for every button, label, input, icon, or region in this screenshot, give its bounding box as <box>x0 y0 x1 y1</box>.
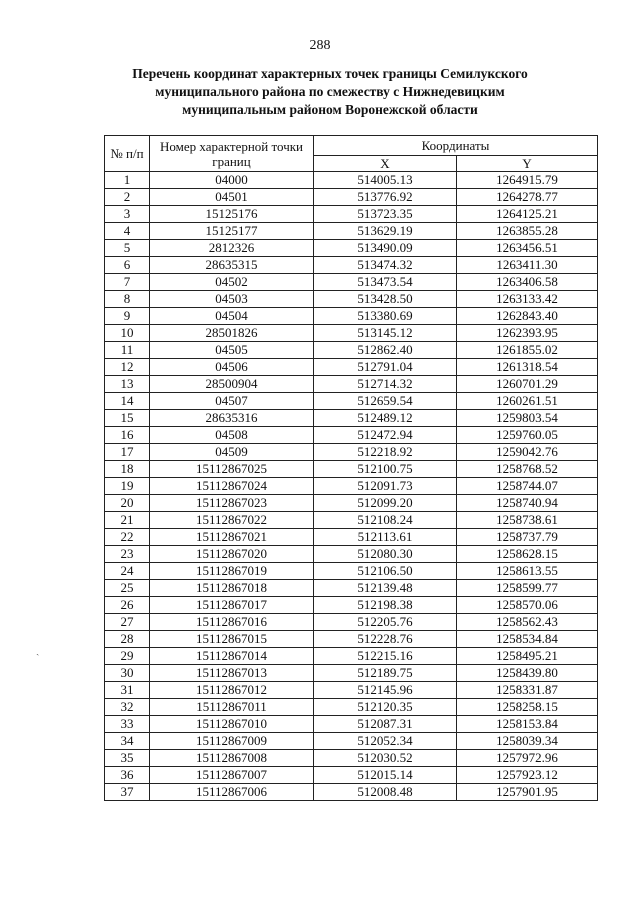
table-row <box>105 427 598 444</box>
cell-point-number: 15112867007 <box>150 767 314 784</box>
cell-x: 514005.13 <box>314 172 457 189</box>
table-header <box>105 136 598 172</box>
cell-row-number: 31 <box>105 682 150 699</box>
cell-point-number: 04506 <box>150 359 314 376</box>
cell-x: 512218.92 <box>314 444 457 461</box>
cell-point-number: 04000 <box>150 172 314 189</box>
cell-row-number: 4 <box>105 223 150 240</box>
header-row-number: № п/п <box>105 136 150 172</box>
table-row <box>105 784 598 801</box>
table-row <box>105 614 598 631</box>
cell-point-number: 15112867012 <box>150 682 314 699</box>
cell-x: 512087.31 <box>314 716 457 733</box>
cell-y: 1264915.79 <box>457 172 598 189</box>
cell-point-number: 15112867022 <box>150 512 314 529</box>
cell-y: 1258738.61 <box>457 512 598 529</box>
cell-point-number: 04504 <box>150 308 314 325</box>
cell-row-number: 2 <box>105 189 150 206</box>
header-y: Y <box>457 156 598 172</box>
title-line: муниципального района по смежеству с Нижнедевицким <box>155 84 505 99</box>
title-line: Перечень координат характерных точек границы Семилукского <box>132 66 528 81</box>
table-row <box>105 461 598 478</box>
cell-x: 513474.32 <box>314 257 457 274</box>
cell-row-number: 27 <box>105 614 150 631</box>
cell-row-number: 35 <box>105 750 150 767</box>
table-row <box>105 767 598 784</box>
table-row <box>105 478 598 495</box>
cell-y: 1258628.15 <box>457 546 598 563</box>
cell-y: 1258331.87 <box>457 682 598 699</box>
cell-row-number: 16 <box>105 427 150 444</box>
cell-point-number: 15112867008 <box>150 750 314 767</box>
cell-y: 1262393.95 <box>457 325 598 342</box>
cell-row-number: 8 <box>105 291 150 308</box>
cell-y: 1258534.84 <box>457 631 598 648</box>
cell-x: 513723.35 <box>314 206 457 223</box>
cell-y: 1258439.80 <box>457 665 598 682</box>
cell-row-number: 21 <box>105 512 150 529</box>
cell-y: 1263411.30 <box>457 257 598 274</box>
cell-y: 1257923.12 <box>457 767 598 784</box>
table-body <box>105 172 598 801</box>
cell-point-number: 15112867013 <box>150 665 314 682</box>
cell-x: 512108.24 <box>314 512 457 529</box>
cell-x: 512198.38 <box>314 597 457 614</box>
cell-point-number: 15112867006 <box>150 784 314 801</box>
cell-x: 512791.04 <box>314 359 457 376</box>
table-row <box>105 546 598 563</box>
cell-y: 1261855.02 <box>457 342 598 359</box>
cell-y: 1258737.79 <box>457 529 598 546</box>
cell-row-number: 36 <box>105 767 150 784</box>
table-row <box>105 308 598 325</box>
cell-y: 1258258.15 <box>457 699 598 716</box>
cell-point-number: 04509 <box>150 444 314 461</box>
cell-point-number: 15125177 <box>150 223 314 240</box>
cell-row-number: 28 <box>105 631 150 648</box>
cell-point-number: 15112867017 <box>150 597 314 614</box>
cell-point-number: 04505 <box>150 342 314 359</box>
cell-point-number: 15112867021 <box>150 529 314 546</box>
cell-row-number: 14 <box>105 393 150 410</box>
cell-row-number: 29 <box>105 648 150 665</box>
cell-y: 1260261.51 <box>457 393 598 410</box>
cell-y: 1258744.07 <box>457 478 598 495</box>
cell-y: 1257972.96 <box>457 750 598 767</box>
cell-y: 1264278.77 <box>457 189 598 206</box>
cell-y: 1258570.06 <box>457 597 598 614</box>
document-title <box>100 65 560 119</box>
table-row <box>105 563 598 580</box>
cell-point-number: 15112867009 <box>150 733 314 750</box>
scan-artifact-mark: ˏ <box>36 645 40 656</box>
cell-x: 512120.35 <box>314 699 457 716</box>
table-row <box>105 699 598 716</box>
header-x: X <box>314 156 457 172</box>
cell-point-number: 15112867010 <box>150 716 314 733</box>
cell-point-number: 28635316 <box>150 410 314 427</box>
cell-x: 512205.76 <box>314 614 457 631</box>
cell-point-number: 2812326 <box>150 240 314 257</box>
cell-x: 512080.30 <box>314 546 457 563</box>
cell-y: 1258599.77 <box>457 580 598 597</box>
table-row <box>105 189 598 206</box>
header-point-number: Номер характерной точки границ <box>150 136 314 172</box>
table-row <box>105 529 598 546</box>
page-number: 288 <box>309 38 331 53</box>
cell-point-number: 04503 <box>150 291 314 308</box>
cell-row-number: 10 <box>105 325 150 342</box>
cell-x: 512145.96 <box>314 682 457 699</box>
cell-x: 512052.34 <box>314 733 457 750</box>
cell-y: 1263855.28 <box>457 223 598 240</box>
table-row <box>105 342 598 359</box>
cell-point-number: 28635315 <box>150 257 314 274</box>
table-row <box>105 512 598 529</box>
cell-x: 513380.69 <box>314 308 457 325</box>
cell-row-number: 7 <box>105 274 150 291</box>
cell-y: 1261318.54 <box>457 359 598 376</box>
cell-y: 1260701.29 <box>457 376 598 393</box>
cell-point-number: 28500904 <box>150 376 314 393</box>
cell-point-number: 15112867024 <box>150 478 314 495</box>
cell-point-number: 15125176 <box>150 206 314 223</box>
cell-y: 1258495.21 <box>457 648 598 665</box>
cell-point-number: 15112867025 <box>150 461 314 478</box>
cell-row-number: 1 <box>105 172 150 189</box>
cell-row-number: 22 <box>105 529 150 546</box>
cell-point-number: 15112867014 <box>150 648 314 665</box>
cell-y: 1263406.58 <box>457 274 598 291</box>
cell-row-number: 34 <box>105 733 150 750</box>
table-row <box>105 597 598 614</box>
table-row <box>105 648 598 665</box>
table-row <box>105 206 598 223</box>
cell-row-number: 20 <box>105 495 150 512</box>
cell-row-number: 24 <box>105 563 150 580</box>
cell-y: 1258039.34 <box>457 733 598 750</box>
table-row <box>105 240 598 257</box>
cell-x: 512215.16 <box>314 648 457 665</box>
cell-y: 1258768.52 <box>457 461 598 478</box>
cell-x: 512030.52 <box>314 750 457 767</box>
table-row <box>105 682 598 699</box>
cell-y: 1259760.05 <box>457 427 598 444</box>
cell-point-number: 15112867020 <box>150 546 314 563</box>
cell-row-number: 12 <box>105 359 150 376</box>
cell-row-number: 5 <box>105 240 150 257</box>
cell-y: 1258562.43 <box>457 614 598 631</box>
cell-x: 512099.20 <box>314 495 457 512</box>
cell-row-number: 25 <box>105 580 150 597</box>
cell-row-number: 13 <box>105 376 150 393</box>
cell-y: 1264125.21 <box>457 206 598 223</box>
cell-x: 512008.48 <box>314 784 457 801</box>
cell-point-number: 15112867018 <box>150 580 314 597</box>
table-row <box>105 274 598 291</box>
cell-point-number: 15112867011 <box>150 699 314 716</box>
table-row <box>105 733 598 750</box>
table-row <box>105 716 598 733</box>
table-row <box>105 410 598 427</box>
cell-x: 512106.50 <box>314 563 457 580</box>
table-row <box>105 393 598 410</box>
cell-x: 513428.50 <box>314 291 457 308</box>
cell-x: 512472.94 <box>314 427 457 444</box>
table-row <box>105 631 598 648</box>
cell-row-number: 18 <box>105 461 150 478</box>
table-row <box>105 495 598 512</box>
cell-point-number: 04508 <box>150 427 314 444</box>
cell-x: 513776.92 <box>314 189 457 206</box>
cell-x: 513145.12 <box>314 325 457 342</box>
cell-x: 512189.75 <box>314 665 457 682</box>
cell-x: 512489.12 <box>314 410 457 427</box>
cell-x: 512139.48 <box>314 580 457 597</box>
cell-x: 512091.73 <box>314 478 457 495</box>
cell-row-number: 6 <box>105 257 150 274</box>
cell-x: 512100.75 <box>314 461 457 478</box>
cell-row-number: 17 <box>105 444 150 461</box>
title-line: муниципальным районом Воронежской области <box>182 102 478 117</box>
cell-y: 1258740.94 <box>457 495 598 512</box>
cell-y: 1259042.76 <box>457 444 598 461</box>
cell-row-number: 37 <box>105 784 150 801</box>
cell-point-number: 15112867016 <box>150 614 314 631</box>
cell-row-number: 30 <box>105 665 150 682</box>
cell-y: 1257901.95 <box>457 784 598 801</box>
cell-row-number: 11 <box>105 342 150 359</box>
table-row <box>105 359 598 376</box>
cell-point-number: 15112867023 <box>150 495 314 512</box>
cell-point-number: 15112867015 <box>150 631 314 648</box>
cell-x: 513473.54 <box>314 274 457 291</box>
cell-row-number: 3 <box>105 206 150 223</box>
coordinates-table <box>104 135 598 801</box>
cell-x: 512714.32 <box>314 376 457 393</box>
cell-x: 513490.09 <box>314 240 457 257</box>
cell-row-number: 15 <box>105 410 150 427</box>
cell-point-number: 04507 <box>150 393 314 410</box>
cell-y: 1259803.54 <box>457 410 598 427</box>
cell-y: 1258613.55 <box>457 563 598 580</box>
table-row <box>105 665 598 682</box>
table-row <box>105 291 598 308</box>
cell-row-number: 9 <box>105 308 150 325</box>
table-row <box>105 223 598 240</box>
cell-x: 512228.76 <box>314 631 457 648</box>
table-row <box>105 444 598 461</box>
cell-x: 512862.40 <box>314 342 457 359</box>
cell-x: 512113.61 <box>314 529 457 546</box>
table-row <box>105 580 598 597</box>
cell-x: 512659.54 <box>314 393 457 410</box>
cell-row-number: 33 <box>105 716 150 733</box>
cell-y: 1258153.84 <box>457 716 598 733</box>
cell-x: 513629.19 <box>314 223 457 240</box>
cell-x: 512015.14 <box>314 767 457 784</box>
table-row <box>105 257 598 274</box>
cell-y: 1262843.40 <box>457 308 598 325</box>
cell-row-number: 23 <box>105 546 150 563</box>
cell-point-number: 15112867019 <box>150 563 314 580</box>
cell-point-number: 04502 <box>150 274 314 291</box>
cell-y: 1263133.42 <box>457 291 598 308</box>
cell-point-number: 04501 <box>150 189 314 206</box>
cell-row-number: 26 <box>105 597 150 614</box>
cell-point-number: 28501826 <box>150 325 314 342</box>
cell-y: 1263456.51 <box>457 240 598 257</box>
table-row <box>105 325 598 342</box>
cell-row-number: 32 <box>105 699 150 716</box>
table-row <box>105 376 598 393</box>
table-row <box>105 750 598 767</box>
table-row <box>105 172 598 189</box>
header-coordinates: Координаты <box>314 136 598 156</box>
cell-row-number: 19 <box>105 478 150 495</box>
